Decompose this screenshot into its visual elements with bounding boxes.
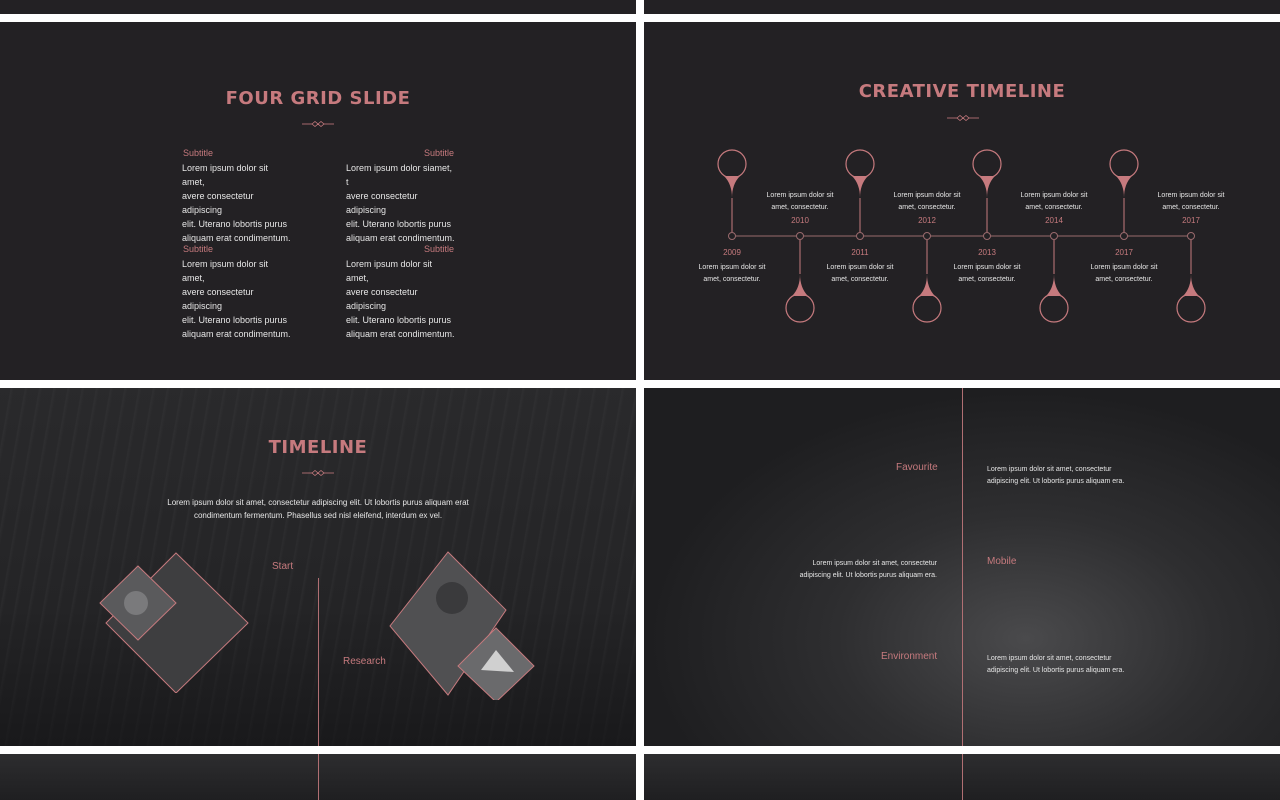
cell-2-subtitle: Subtitle bbox=[424, 148, 455, 158]
event-text: Lorem ipsum dolor sit amet, consectetur. bbox=[1020, 192, 1088, 211]
cell-1-subtitle: Subtitle bbox=[183, 148, 214, 158]
research-label: Research bbox=[343, 656, 386, 667]
slide-thumb-bottom-right[interactable] bbox=[644, 754, 1280, 800]
features-vertical-line bbox=[962, 388, 963, 746]
vertical-line bbox=[318, 754, 319, 800]
feature-text-mobile: Lorem ipsum dolor sit amet, consectetur adipiscing elit. Ut lobortis purus aliquam era. bbox=[799, 560, 937, 579]
diamond-photo-left-icon bbox=[98, 548, 253, 693]
event-text: Lorem ipsum dolor sit amet, consectetur. bbox=[698, 264, 766, 283]
ornament-divider-icon bbox=[302, 469, 334, 477]
slide-creative-timeline[interactable] bbox=[644, 22, 1280, 380]
feature-text-favourite: Lorem ipsum dolor sit amet, consectetur adipiscing elit. Ut lobortis purus aliquam era. bbox=[987, 466, 1125, 485]
cell-4-text: Lorem ipsum dolor sit amet, avere consectetur adipiscing elit. Uterano lobortis purus aliquam erat condimentum. bbox=[346, 259, 455, 339]
event-text: Lorem ipsum dolor sit amet, consectetur. bbox=[953, 264, 1021, 283]
slide-thumb-top-right[interactable] bbox=[644, 0, 1280, 14]
diamond-photo-right-icon bbox=[386, 550, 536, 700]
ornament-divider-icon bbox=[302, 120, 334, 128]
slide-title: TIMELINE bbox=[268, 437, 368, 458]
slide-thumb-bottom-left[interactable] bbox=[0, 754, 636, 800]
intro-paragraph: Lorem ipsum dolor sit amet, consectetur adipiscing elit. Ut lobortis purus aliquam erat condimentum fermentum. Phasellus sed nisl eleifend, interdum ex vel. bbox=[167, 498, 469, 520]
slide-timeline[interactable] bbox=[0, 388, 636, 746]
year-label: 2017 bbox=[1182, 216, 1200, 225]
slide-title: CREATIVE TIMELINE bbox=[858, 81, 1066, 102]
slide-thumb-top-left[interactable] bbox=[0, 0, 636, 14]
vertical-line bbox=[962, 754, 963, 800]
event-text: Lorem ipsum dolor sit amet, consectetur. bbox=[766, 192, 834, 211]
year-label: 2011 bbox=[851, 248, 869, 257]
year-label: 2010 bbox=[791, 216, 809, 225]
event-text: Lorem ipsum dolor sit amet, consectetur. bbox=[826, 264, 894, 283]
timeline-vertical-line bbox=[318, 578, 319, 746]
year-label: 2012 bbox=[918, 216, 936, 225]
cell-2-text: Lorem ipsum dolor siamet, t avere consectetur adipiscing elit. Uterano lobortis purus aliquam erat condimentum. bbox=[346, 163, 455, 243]
cell-3-text: Lorem ipsum dolor sit amet, avere consectetur adipiscing elit. Uterano lobortis purus aliquam erat condimentum. bbox=[182, 259, 291, 339]
year-label: 2009 bbox=[723, 248, 741, 257]
start-label: Start bbox=[272, 561, 294, 572]
feature-label-mobile: Mobile bbox=[987, 556, 1017, 567]
cell-3-subtitle: Subtitle bbox=[183, 244, 214, 254]
feature-text-environment: Lorem ipsum dolor sit amet, consectetur adipiscing elit. Ut lobortis purus aliquam era. bbox=[987, 655, 1125, 674]
feature-label-favourite: Favourite bbox=[896, 462, 938, 473]
cell-4-subtitle: Subtitle bbox=[424, 244, 455, 254]
slide-four-grid[interactable] bbox=[0, 22, 636, 380]
slide-title: FOUR GRID SLIDE bbox=[225, 88, 411, 109]
year-label: 2017 bbox=[1115, 248, 1133, 257]
event-text: Lorem ipsum dolor sit amet, consectetur. bbox=[1157, 192, 1225, 211]
cell-1-text: Lorem ipsum dolor sit amet, avere consectetur adipiscing elit. Uterano lobortis purus aliquam erat condimentum. bbox=[182, 163, 291, 243]
slide-features[interactable] bbox=[644, 388, 1280, 746]
event-text: Lorem ipsum dolor sit amet, consectetur. bbox=[1090, 264, 1158, 283]
feature-label-environment: Environment bbox=[881, 651, 938, 662]
year-label: 2013 bbox=[978, 248, 996, 257]
year-label: 2014 bbox=[1045, 216, 1063, 225]
event-text: Lorem ipsum dolor sit amet, consectetur. bbox=[893, 192, 961, 211]
